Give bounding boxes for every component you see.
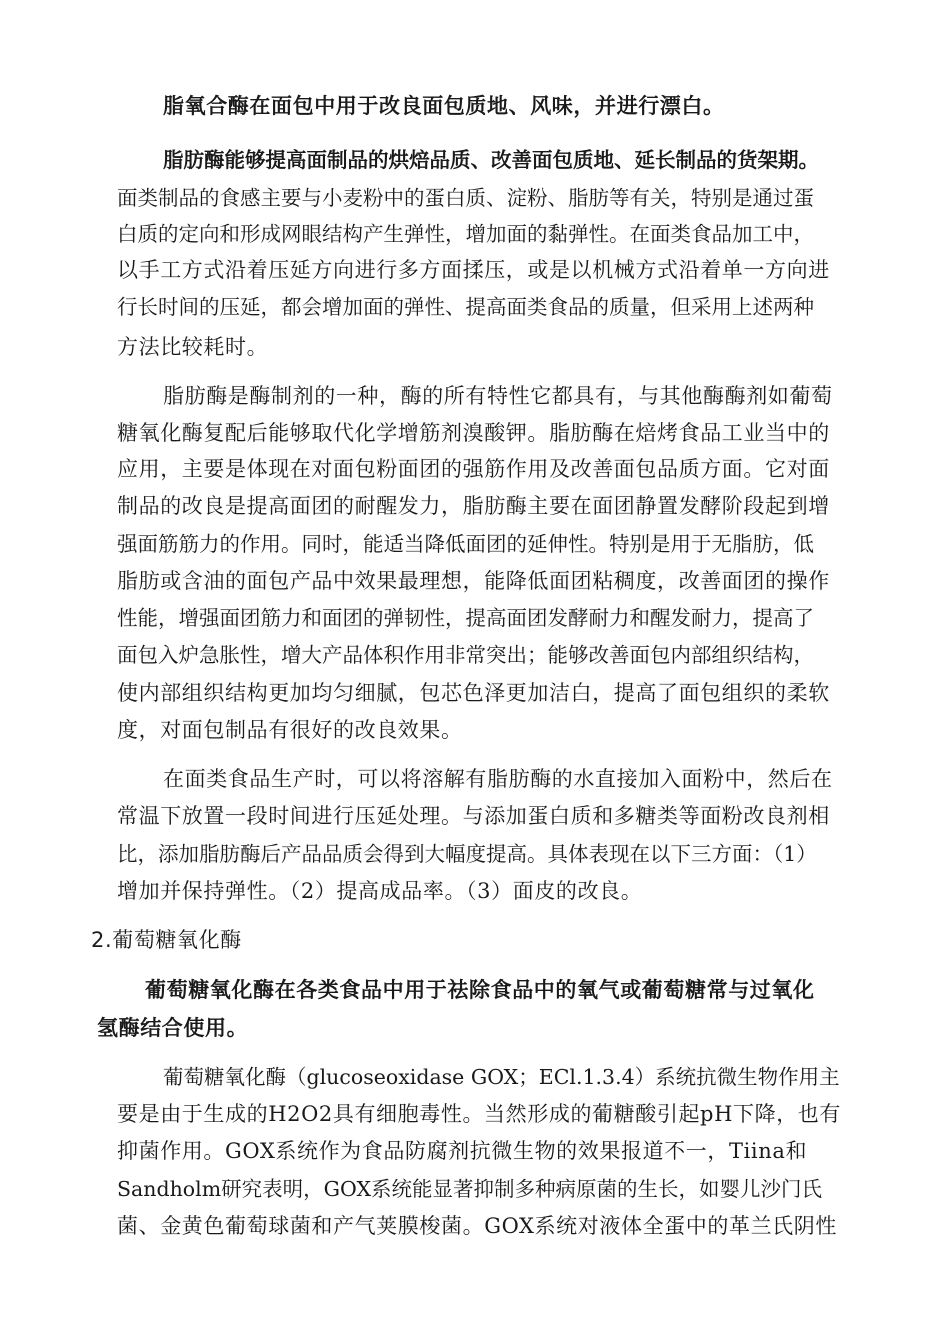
paragraph-line: 抑菌作用。GOX系统作为食品防腐剂抗微生物的效果报道不一，Tiina和 [117,1139,808,1163]
bold-statement-lipoxygenase: 脂氧合酶在面包中用于改良面包质地、风味，并进行漂白。 [163,93,725,118]
paragraph-line: 要是由于生成的H2O2具有细胞毒性。当然形成的葡糖酸引起pH下降，也有 [117,1102,842,1126]
paragraph-line: 在面类食品生产时，可以将溶解有脂肪酶的水直接加入面粉中，然后在 [163,767,833,791]
bold-statement-glucose-oxidase-cont: 氢酶结合使用。 [97,1015,249,1040]
bold-statement-glucose-oxidase: 葡萄糖氧化酶在各类食品中用于祛除食品中的氧气或葡萄糖常与过氧化 [145,977,815,1002]
paragraph-line: 常温下放置一段时间进行压延处理。与添加蛋白质和多糖类等面粉改良剂相 [117,804,830,828]
paragraph-line: 比，添加脂肪酶后产品品质会得到大幅度提高。具体表现在以下三方面：（1） [117,842,817,866]
paragraph-line: 脂肪或含油的面包产品中效果最理想，能降低面团粘稠度，改善面团的操作 [117,569,830,593]
paragraph-line: 方法比较耗时。 [117,335,269,359]
paragraph-line: 葡萄糖氧化酶（glucoseoxidase GOX；ECl.1.3.4）系统抗微生物作用主 [163,1065,840,1089]
paragraph-line: 面包入炉急胀性，增大产品体积作用非常突出；能够改善面包内部组织结构， [117,643,814,667]
paragraph-line: Sandholm研究表明，GOX系统能显著抑制多种病原菌的生长，如婴儿沙门氏 [117,1177,823,1201]
section-heading: 2.葡萄糖氧化酶 [91,928,242,952]
paragraph-line: 面类制品的食感主要与小麦粉中的蛋白质、淀粉、脂肪等有关，特别是通过蛋 [117,186,814,210]
paragraph-line: 增加并保持弹性。（2）提高成品率。（3）面皮的改良。 [117,879,643,903]
paragraph-line: 性能，增强面团筋力和面团的弹韧性，提高面团发酵耐力和醒发耐力，提高了 [117,606,814,630]
paragraph-line: 脂肪酶是酶制剂的一种，酶的所有特性它都具有，与其他酶酶剂如葡萄 [163,384,833,408]
paragraph-line: 强面筋筋力的作用。同时，能适当降低面团的延伸性。特别是用于无脂肪，低 [117,532,814,556]
paragraph-line: 糖氧化酶复配后能够取代化学增筋剂溴酸钾。脂肪酶在焙烤食品工业当中的 [117,421,830,445]
bold-statement-lipase: 脂肪酶能够提高面制品的烘焙品质、改善面包质地、延长制品的货架期。 [163,148,819,172]
paragraph-line: 度，对面包制品有很好的改良效果。 [117,718,463,742]
paragraph-line: 制品的改良是提高面团的耐醒发力，脂肪酶主要在面团静置发酵阶段起到增 [117,494,830,518]
paragraph-line: 白质的定向和形成网眼结构产生弹性，增加面的黏弹性。在面类食品加工中， [117,222,814,246]
paragraph-line: 应用，主要是体现在对面包粉面团的强筋作用及改善面包品质方面。它对面 [117,457,830,481]
paragraph-line: 菌、金黄色葡萄球菌和产气荚膜梭菌。GOX系统对液体全蛋中的革兰氏阴性 [117,1214,837,1238]
paragraph-line: 行长时间的压延，都会增加面的弹性、提高面类食品的质量，但采用上述两种 [117,295,814,319]
paragraph-line: 以手工方式沿着压延方向进行多方面揉压，或是以机械方式沿着单一方向进 [117,258,830,282]
paragraph-line: 使内部组织结构更加均匀细腻，包芯色泽更加洁白，提高了面包组织的柔软 [117,681,830,705]
